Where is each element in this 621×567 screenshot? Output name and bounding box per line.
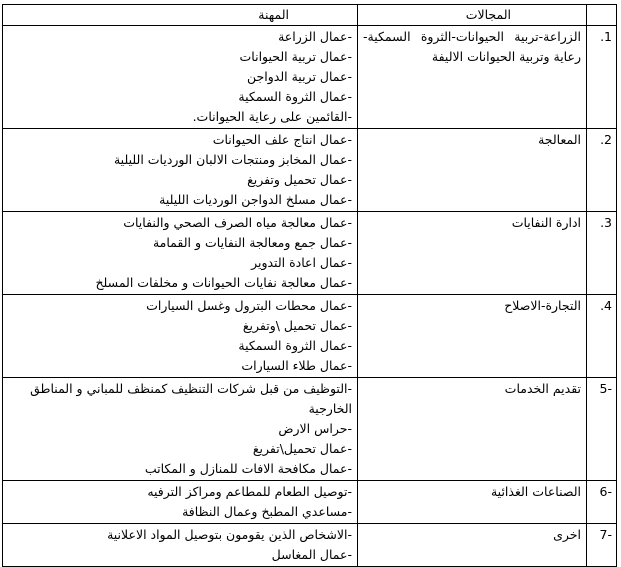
- job-item: -عمال المخابز ومنتجات الالبان الورديات الليلية: [113, 152, 352, 167]
- row-number: 3.: [587, 212, 617, 295]
- row-number: 2.: [587, 129, 617, 212]
- row-jobs: [3, 481, 358, 524]
- row-number: -5: [587, 378, 617, 481]
- job-item: -عمال مكافحة الافات للمنازل و المكاتب: [144, 461, 352, 476]
- job-item: -عمال مسلخ الدواجن الورديات الليلية: [159, 192, 352, 207]
- row-field: ادارة النفايات: [358, 212, 587, 295]
- row-number: -6: [587, 481, 617, 524]
- row-number: 1.: [587, 26, 617, 129]
- job-item: -عمال طلاء السيارات: [241, 358, 352, 373]
- table-row: [3, 295, 617, 378]
- job-item: -عمال معالجة نفايات الحيوانات و مخلفات المسلخ: [95, 275, 352, 290]
- header-number: [587, 5, 617, 26]
- table-row: [3, 129, 617, 212]
- job-item: -الاشخاص الذين يقومون بتوصيل المواد الاعلانية: [107, 527, 352, 542]
- row-field: تقديم الخدمات: [358, 378, 587, 481]
- job-item: -القائمين على رعاية الحيوانات.: [192, 109, 352, 124]
- row-number: 4.: [587, 295, 617, 378]
- header-row: [3, 5, 617, 26]
- job-item: -مساعدي المطبخ وعمال النظافة: [182, 504, 352, 519]
- row-jobs: [3, 295, 358, 378]
- job-item: -توصيل الطعام للمطاعم ومراكز الترفيه: [147, 484, 352, 499]
- job-item: -عمال الزراعة: [278, 29, 352, 44]
- row-jobs: [3, 26, 358, 129]
- occupations-table: [2, 4, 617, 567]
- row-field: التجارة-الاصلاح: [358, 295, 587, 378]
- job-item: -عمال تحميل\تفريغ: [252, 441, 352, 456]
- table-row: [3, 212, 617, 295]
- row-field: الزراعة-تربية الحيوانات-الثروة السمكية- رعاية وتربية الحيوانات الاليفة: [358, 26, 587, 129]
- job-item: -عمال انتاج علف الحيوانات: [212, 132, 352, 147]
- row-jobs: [3, 212, 358, 295]
- row-jobs: [3, 378, 358, 481]
- row-field: الصناعات الغذائية: [358, 481, 587, 524]
- job-item: -عمال المغاسل: [271, 547, 352, 562]
- job-item: -عمال تحميل وتفريغ: [247, 172, 352, 187]
- job-item: -عمال اعادة التدوير: [251, 255, 352, 270]
- job-item: -التوظيف من قبل شركات التنظيف كمنظف للمباني و المناطق الخارجية: [30, 381, 352, 416]
- job-item: -عمال الثروة السمكية: [238, 338, 352, 353]
- header-fields: المجالات: [358, 5, 587, 26]
- table-row: [3, 481, 617, 524]
- job-item: -عمال تربية الحيوانات: [239, 49, 352, 64]
- job-item: -عمال معالجة مياه الصرف الصحي والنفايات: [123, 215, 352, 230]
- table-row: [3, 26, 617, 129]
- row-jobs: [3, 129, 358, 212]
- table-row: [3, 524, 617, 567]
- row-field: المعالجة: [358, 129, 587, 212]
- job-item: -عمال تربية الدواجن: [247, 69, 352, 84]
- job-item: -حراس الارض: [278, 421, 352, 436]
- row-number: -7: [587, 524, 617, 567]
- job-item: -عمال الثروة السمكية: [238, 89, 352, 104]
- job-item: -عمال محطات البترول وغسل السيارات: [146, 298, 352, 313]
- row-field: اخرى: [358, 524, 587, 567]
- job-item: -عمال تحميل \وتفريغ: [242, 318, 352, 333]
- table-row: [3, 378, 617, 481]
- header-occupation: المهنة: [3, 5, 358, 26]
- row-jobs: [3, 524, 358, 567]
- job-item: -عمال جمع ومعالجة النفايات و القمامة: [152, 235, 352, 250]
